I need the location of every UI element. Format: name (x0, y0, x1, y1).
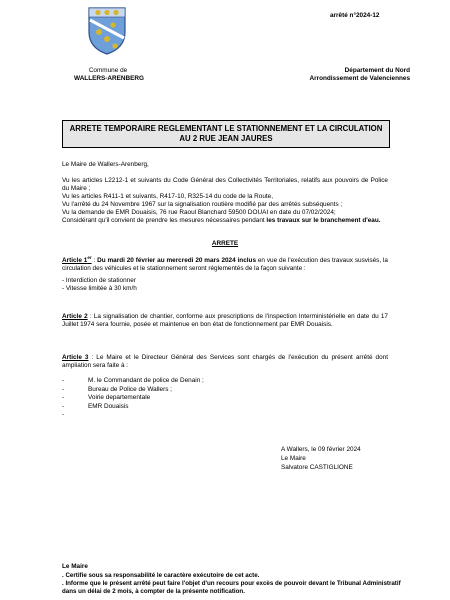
article-3-label: Article 3 (62, 354, 89, 361)
vu-paragraph-2: Vu les articles R411-1 et suivants, R417-10, R325-14 du code de la Route, (62, 193, 274, 200)
list-item (62, 411, 312, 420)
signature-name: Salvatore CASTIGLIONE (281, 464, 353, 471)
list-item: - M. le Commandant de police de Denain ; (62, 377, 312, 386)
article-3 (62, 354, 388, 370)
document-title: ARRETE TEMPORAIRE REGLEMENTANT LE STATIONNEMENT ET LA CIRCULATION AU 2 RUE JEAN JAURES (69, 124, 383, 143)
vu-paragraph-1: Vu les articles L2212-1 et suivants du Code Général des Collectivités Territoriales, relatifs aux pouvoirs de Police du Maire ; (62, 177, 388, 192)
considerant-works: les travaux sur le branchement d'eau. (266, 217, 381, 224)
vu-paragraph-4: Vu la demande de EMR Douaisis, 76 rue Raoul Blanchard 59500 DOUAI en date du 07/02/2024; (62, 209, 336, 216)
article-2 (62, 313, 388, 329)
vu-paragraph-3: Vu l'arrêté du 24 Novembre 1967 sur la signalisation routière modifié par des arrêtés subséquents ; (62, 201, 343, 208)
considerant-text: Considérant qu'il convient de prendre les mesures nécessaires pendant (62, 217, 267, 224)
commune-name: WALLERS-ARENBERG (74, 75, 144, 82)
signature-title: Le Maire (281, 455, 306, 462)
list-item: - Voirie departementale (62, 394, 312, 403)
footer-line-1: . Certifie sous sa responsabilité le caractère exécutoire de cet acte. (62, 572, 260, 579)
footer-line-2: . Informe que le présent arrêté peut faire l'objet d'un recours pour excès de pouvoir devant le Tribunal Administratif dans un délai de 2 mois, à compter de la présente notification. (62, 580, 401, 595)
considerant-paragraph (62, 217, 388, 225)
recipient-list (62, 377, 312, 420)
arrondissement-name: Arrondissement de Valenciennes (309, 75, 410, 82)
maire-heading: Le Maire de Wallers-Arenberg, (62, 161, 149, 168)
signature-place-date: A Wallers, le 09 février 2024 (281, 446, 361, 453)
article-2-label: Article 2 (62, 313, 88, 320)
article-1-measure-2: - Vitesse limitée à 30 km/h (62, 285, 137, 292)
coat-of-arms-icon (87, 6, 127, 56)
list-item: - Bureau de Police de Wallers ; (62, 386, 312, 395)
footer-title: Le Maire (62, 563, 88, 570)
article-1-text: en vue de l'exécution des travaux susvisés, la circulation des véhicules et le stationnement seront réglementés de la façon suivante : (62, 257, 388, 273)
list-item: - EMR Douaisis (62, 403, 312, 412)
article-1-measure-1: - Interdiction de stationner (62, 277, 136, 284)
article-1: Article 1er : Du mardi 20 février au mercredi 20 mars 2024 inclus en vue de l'exécution des travaux susvisés, la circulation des véhicules et le stationnement seront réglementés de la façon suivante : (62, 255, 388, 273)
department-name: Département du Nord (344, 67, 410, 74)
article-1-label: Article 1er (62, 255, 92, 265)
commune-label: Commune de (88, 67, 128, 74)
article-1-dates: Du mardi 20 février au mercredi 20 mars 2024 inclus (97, 257, 256, 265)
article-2-text: : La signalisation de chantier, conforme aux prescriptions de l'inspection Interministérielle en date du 17 Juillet 1974 sera fournie, posée et maintenue en bon état de fonctionnement par EMR Douaisis. (62, 313, 388, 328)
arrete-number: arrêté n°2024-12 (330, 12, 380, 19)
title-banner (62, 120, 390, 148)
article-3-text: : Le Maire et le Directeur Général des Services sont chargés de l'exécution du présent arrêté dont ampliation sera faite à : (62, 354, 388, 369)
arrete-heading: ARRETE (211, 240, 239, 247)
